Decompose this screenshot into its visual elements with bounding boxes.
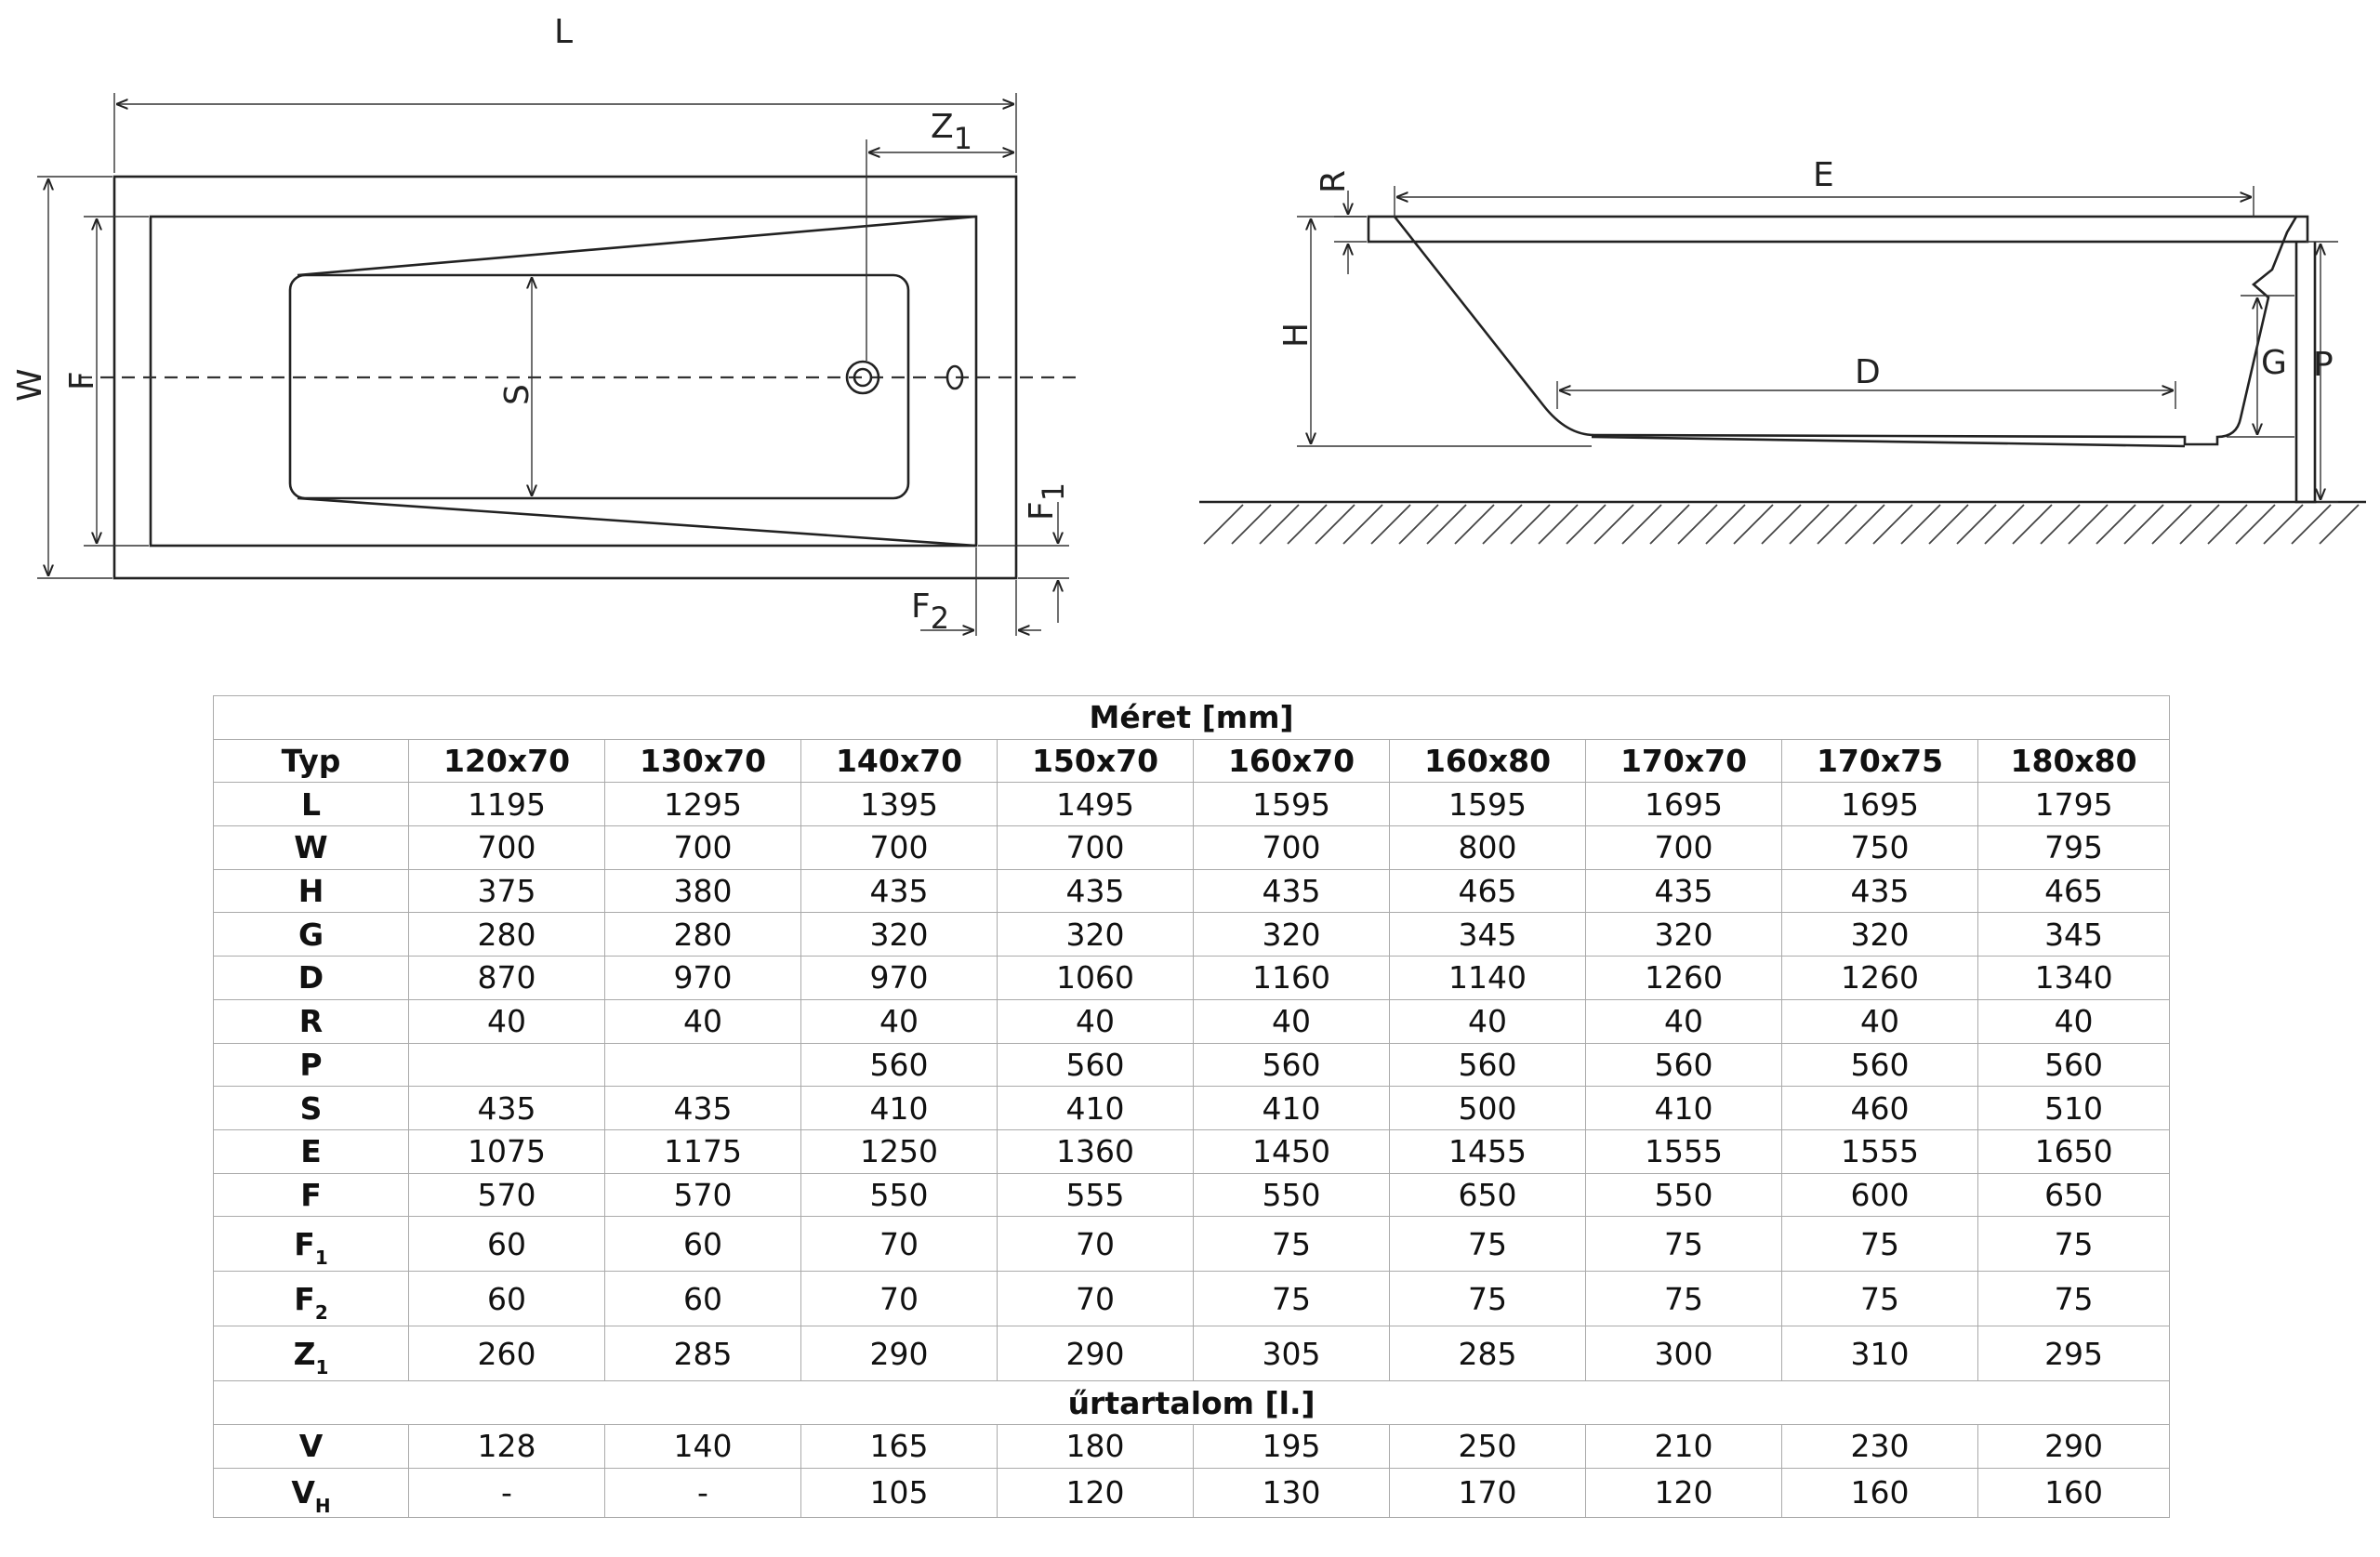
table-cell: 1195 <box>409 783 605 826</box>
table-cell: 70 <box>998 1272 1194 1326</box>
table-cell: 500 <box>1390 1087 1586 1130</box>
volume-cell: 120 <box>1586 1468 1782 1517</box>
table-cell: 75 <box>1194 1217 1390 1272</box>
table-cell: 280 <box>605 913 801 957</box>
table-cell: 290 <box>998 1326 1194 1381</box>
row-label-letter: E <box>300 1133 322 1170</box>
table-title-row <box>214 696 2170 740</box>
table-cell: 1455 <box>1390 1129 1586 1173</box>
table-cell: 70 <box>801 1272 998 1326</box>
table-cell: 40 <box>605 999 801 1043</box>
table-cell: 40 <box>1782 999 1978 1043</box>
table-cell: 1450 <box>1194 1129 1390 1173</box>
table-cell: 40 <box>409 999 605 1043</box>
header-row <box>214 739 2170 783</box>
table-cell: 40 <box>1978 999 2170 1043</box>
table-cell: 1555 <box>1782 1129 1978 1173</box>
table-cell: 560 <box>998 1043 1194 1087</box>
table-cell: 970 <box>605 957 801 1000</box>
model-header: 180x80 <box>1978 739 2170 783</box>
table-cell: 435 <box>409 1087 605 1130</box>
row-label-letter: Z <box>293 1335 316 1372</box>
table-cell: 435 <box>801 869 998 913</box>
table-cell: 435 <box>1782 869 1978 913</box>
table-cell: 1160 <box>1194 957 1390 1000</box>
table-cell: 555 <box>998 1173 1194 1217</box>
dim-E-label: E <box>1813 156 1834 194</box>
volume-cell: 290 <box>1978 1424 2170 1468</box>
table-cell: 570 <box>605 1173 801 1217</box>
table-cell: 465 <box>1390 869 1586 913</box>
table-row <box>214 1129 2170 1173</box>
table-row <box>214 826 2170 870</box>
table-cell: 970 <box>801 957 998 1000</box>
table-row <box>214 1087 2170 1130</box>
table-row <box>214 1272 2170 1326</box>
table-cell: 75 <box>1390 1272 1586 1326</box>
table-cell: 1395 <box>801 783 998 826</box>
row-label-subscript: 1 <box>314 1246 328 1269</box>
model-header: 130x70 <box>605 739 801 783</box>
table-cell: 375 <box>409 869 605 913</box>
volume-title-row <box>214 1381 2170 1425</box>
table-cell: 1075 <box>409 1129 605 1173</box>
volume-cell: 250 <box>1390 1424 1586 1468</box>
table-cell: 75 <box>1586 1217 1782 1272</box>
table-row <box>214 1173 2170 1217</box>
table-cell: 280 <box>409 913 605 957</box>
row-label-letter: F <box>294 1280 315 1317</box>
volume-cell: 230 <box>1782 1424 1978 1468</box>
table-cell: 75 <box>1390 1217 1586 1272</box>
table-cell: 75 <box>1194 1272 1390 1326</box>
row-label-letter: D <box>298 959 324 996</box>
table-cell: 75 <box>1978 1217 2170 1272</box>
table-row <box>214 1217 2170 1272</box>
volume-cell: 170 <box>1390 1468 1586 1517</box>
table-cell: 1250 <box>801 1129 998 1173</box>
table-cell: 1495 <box>998 783 1194 826</box>
technical-drawing <box>0 0 2380 688</box>
row-label <box>214 826 409 870</box>
dim-P-label: P <box>2313 346 2334 384</box>
table-cell: 1555 <box>1586 1129 1782 1173</box>
row-label-letter: V <box>291 1474 315 1511</box>
table-cell: 570 <box>409 1173 605 1217</box>
table-cell: 290 <box>801 1326 998 1381</box>
table-cell: 650 <box>1978 1173 2170 1217</box>
row-label <box>214 1129 409 1173</box>
table-cell: 550 <box>801 1173 998 1217</box>
table-cell: 60 <box>409 1272 605 1326</box>
table-cell: 435 <box>1194 869 1390 913</box>
table-cell: 650 <box>1390 1173 1586 1217</box>
row-label-letter: H <box>298 873 324 910</box>
table-row <box>214 1326 2170 1381</box>
model-header: 150x70 <box>998 739 1194 783</box>
model-header: 170x75 <box>1782 739 1978 783</box>
table-cell: 550 <box>1586 1173 1782 1217</box>
table-cell: 510 <box>1978 1087 2170 1130</box>
volume-cell: 128 <box>409 1424 605 1468</box>
row-label <box>214 913 409 957</box>
row-label <box>214 999 409 1043</box>
row-label <box>214 1087 409 1130</box>
dim-S-label: S <box>498 384 536 405</box>
volume-cell: 120 <box>998 1468 1194 1517</box>
row-label-letter: G <box>298 916 324 953</box>
table-title: Méret [mm] <box>214 696 2170 740</box>
table-cell: 345 <box>1390 913 1586 957</box>
volume-cell: 105 <box>801 1468 998 1517</box>
table-cell: 560 <box>801 1043 998 1087</box>
table-cell: 560 <box>1978 1043 2170 1087</box>
table-cell: 750 <box>1782 826 1978 870</box>
table-cell: 300 <box>1586 1326 1782 1381</box>
floor-hatch <box>1204 505 2359 544</box>
volume-cell: 160 <box>1782 1468 1978 1517</box>
table-cell: 410 <box>1194 1087 1390 1130</box>
table-cell: 465 <box>1978 869 2170 913</box>
table-cell: 435 <box>1586 869 1782 913</box>
table-cell: 460 <box>1782 1087 1978 1130</box>
table-cell: 75 <box>1978 1272 2170 1326</box>
table-cell: 320 <box>1782 913 1978 957</box>
row-label <box>214 1424 409 1468</box>
row-label <box>214 869 409 913</box>
dim-G-label: G <box>2261 344 2287 382</box>
volume-cell: 130 <box>1194 1468 1390 1517</box>
table-cell: 410 <box>801 1087 998 1130</box>
volume-row <box>214 1468 2170 1517</box>
table-cell: 1695 <box>1782 783 1978 826</box>
dim-R-label: R <box>1315 169 1353 193</box>
table-cell: 1140 <box>1390 957 1586 1000</box>
table-cell: 700 <box>998 826 1194 870</box>
volume-cell: 160 <box>1978 1468 2170 1517</box>
dim-F2-label: F2 <box>911 587 950 636</box>
row-label-letter: S <box>299 1089 323 1127</box>
dim-Z1-label: Z1 <box>931 108 973 156</box>
volume-cell: 195 <box>1194 1424 1390 1468</box>
model-header: 170x70 <box>1586 739 1782 783</box>
dim-H-label: H <box>1277 322 1316 348</box>
table-cell: 70 <box>998 1217 1194 1272</box>
table-cell: 795 <box>1978 826 2170 870</box>
table-cell: 550 <box>1194 1173 1390 1217</box>
table-cell: 1260 <box>1782 957 1978 1000</box>
row-label <box>214 1043 409 1087</box>
table-cell: 1695 <box>1586 783 1782 826</box>
model-header: 160x70 <box>1194 739 1390 783</box>
model-header: 120x70 <box>409 739 605 783</box>
dim-W-label: W <box>11 368 49 402</box>
volume-cell: 165 <box>801 1424 998 1468</box>
table-cell: 870 <box>409 957 605 1000</box>
table-row <box>214 957 2170 1000</box>
table-cell: 700 <box>1194 826 1390 870</box>
dim-F-label: F <box>63 371 101 390</box>
table-cell: 40 <box>1194 999 1390 1043</box>
top-view <box>11 13 1078 636</box>
table-cell: 560 <box>1390 1043 1586 1087</box>
dim-L-label: L <box>554 13 574 51</box>
row-label-letter: V <box>298 1428 324 1465</box>
table-row <box>214 999 2170 1043</box>
row-label-letter: L <box>300 785 322 823</box>
table-cell: 40 <box>998 999 1194 1043</box>
table-cell: 560 <box>1782 1043 1978 1087</box>
row-label-letter: R <box>298 1003 324 1040</box>
table-row <box>214 1043 2170 1087</box>
table-cell: 600 <box>1782 1173 1978 1217</box>
table-row <box>214 913 2170 957</box>
table-cell: 560 <box>1586 1043 1782 1087</box>
volume-title: űrtartalom [l.] <box>214 1381 2170 1425</box>
volume-row <box>214 1424 2170 1468</box>
table-cell: 560 <box>1194 1043 1390 1087</box>
table-cell: 1260 <box>1586 957 1782 1000</box>
table-cell: 285 <box>1390 1326 1586 1381</box>
row-label <box>214 1272 409 1326</box>
table-cell: 1795 <box>1978 783 2170 826</box>
table-cell: 345 <box>1978 913 2170 957</box>
model-header: 140x70 <box>801 739 998 783</box>
row-label <box>214 783 409 826</box>
volume-cell: 140 <box>605 1424 801 1468</box>
row-label-letter: W <box>294 829 328 866</box>
table-cell: 1295 <box>605 783 801 826</box>
table-cell: 310 <box>1782 1326 1978 1381</box>
table-cell: 320 <box>1586 913 1782 957</box>
row-label-subscript: H <box>314 1495 331 1518</box>
table-cell: 1595 <box>1194 783 1390 826</box>
table-cell: 1340 <box>1978 957 2170 1000</box>
model-header: 160x80 <box>1390 739 1586 783</box>
table-cell: 285 <box>605 1326 801 1381</box>
table-cell: 75 <box>1782 1217 1978 1272</box>
row-label-subscript: 1 <box>315 1355 329 1379</box>
table-cell <box>409 1043 605 1087</box>
table-cell: 1360 <box>998 1129 1194 1173</box>
row-label <box>214 1173 409 1217</box>
table-cell: 75 <box>1782 1272 1978 1326</box>
volume-cell: 210 <box>1586 1424 1782 1468</box>
row-label <box>214 957 409 1000</box>
row-label-subscript: 2 <box>314 1300 328 1324</box>
table-cell: 700 <box>605 826 801 870</box>
table-cell: 435 <box>998 869 1194 913</box>
row-label-letter: P <box>299 1046 323 1083</box>
table-cell: 70 <box>801 1217 998 1272</box>
row-label <box>214 1468 409 1517</box>
table-cell: 700 <box>1586 826 1782 870</box>
table-cell: 320 <box>1194 913 1390 957</box>
dimension-table <box>213 695 2170 1518</box>
table-cell: 410 <box>998 1087 1194 1130</box>
table-row <box>214 783 2170 826</box>
table-cell: 435 <box>605 1087 801 1130</box>
row-label-letter: F <box>300 1176 322 1213</box>
volume-cell: - <box>605 1468 801 1517</box>
type-header: Typ <box>214 739 409 783</box>
table-cell: 295 <box>1978 1326 2170 1381</box>
table-cell: 1595 <box>1390 783 1586 826</box>
table-cell <box>605 1043 801 1087</box>
table-cell: 1175 <box>605 1129 801 1173</box>
row-label <box>214 1217 409 1272</box>
table-cell: 305 <box>1194 1326 1390 1381</box>
table-cell: 40 <box>1390 999 1586 1043</box>
table-cell: 40 <box>1586 999 1782 1043</box>
row-label-letter: F <box>294 1225 315 1262</box>
volume-cell: - <box>409 1468 605 1517</box>
table-cell: 60 <box>605 1272 801 1326</box>
table-cell: 1650 <box>1978 1129 2170 1173</box>
table-cell: 800 <box>1390 826 1586 870</box>
table-cell: 40 <box>801 999 998 1043</box>
table-cell: 700 <box>409 826 605 870</box>
table-cell: 1060 <box>998 957 1194 1000</box>
table-cell: 75 <box>1586 1272 1782 1326</box>
table-cell: 700 <box>801 826 998 870</box>
volume-cell: 180 <box>998 1424 1194 1468</box>
table-cell: 320 <box>801 913 998 957</box>
dim-D-label: D <box>1855 353 1881 391</box>
row-label <box>214 1326 409 1381</box>
table-row <box>214 869 2170 913</box>
table-cell: 260 <box>409 1326 605 1381</box>
table-cell: 380 <box>605 869 801 913</box>
side-view <box>1199 156 2366 544</box>
dim-F1-label: F1 <box>1023 482 1071 521</box>
table-cell: 60 <box>409 1217 605 1272</box>
table-cell: 60 <box>605 1217 801 1272</box>
table-cell: 320 <box>998 913 1194 957</box>
table-cell: 410 <box>1586 1087 1782 1130</box>
